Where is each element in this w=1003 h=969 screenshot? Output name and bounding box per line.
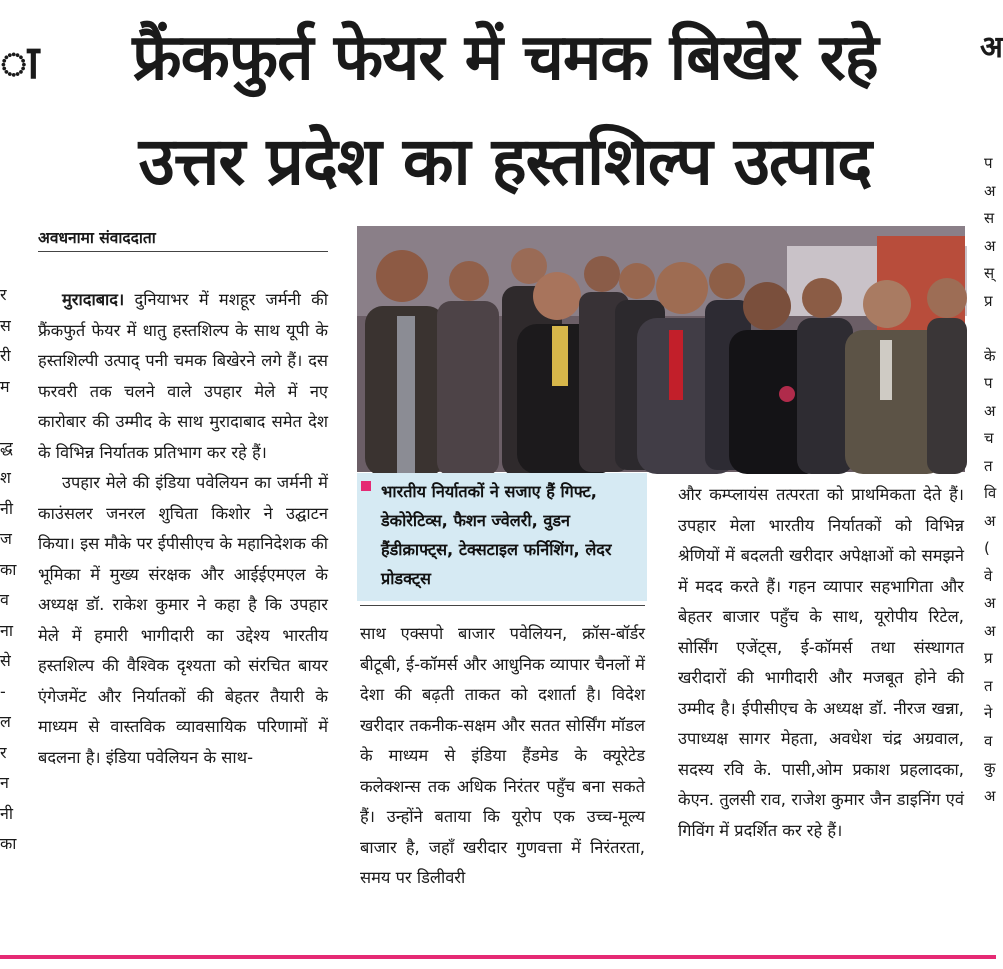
right-edge-line: प	[984, 154, 993, 172]
right-edge-line: अ	[984, 594, 996, 612]
left-edge-line: का	[0, 559, 17, 579]
paragraph-1: दुनियाभर में मशहूर जर्मनी की फ्रैंकफुर्त फेयर में धातु हस्तशिल्प के साथ यूपी के हस्तशिल्पी उत्पाद्‌ पनी चमक बिखेरने लगे हैं। दस फरवरी तक चलने वाले उपहार मेले में नए कारोबार की उम्मीद के साथ मुरादाबाद समेत देश के विभिन्न निर्यातक प्रतिभाग कर रहे हैं।	[38, 290, 328, 462]
article-column-2	[360, 619, 645, 894]
dateline: मुरादाबाद।	[62, 290, 125, 309]
right-edge-line: त	[984, 676, 993, 695]
left-edge-line: री	[0, 346, 11, 365]
caption-rule	[360, 605, 645, 606]
left-edge-line: ना	[0, 620, 14, 640]
right-edge-line: अ	[984, 786, 996, 805]
left-edge-line: ज	[0, 529, 12, 548]
left-edge-line: द्ध	[0, 437, 13, 457]
headline-line-1: फ्रैंकफुर्त फेयर में चमक बिखेर रहे	[132, 21, 878, 95]
paragraph-2: उपहार मेले की इंडिया पवेलियन का जर्मनी में काउंसलर जनरल शुचिता किशोर ने उद्घाटन किया। इस मौके पर ईपीसीएच के महानिदेशक की भूमिका में मुख्य संरक्षक और आईईएमएल के अध्यक्ष डॉ. राकेश कुमार ने कहा है कि उपहार मेले में हमारी भागीदारी का उद्देश्य भारतीय हस्तशिल्प की वैश्विक दृश्यता को संरचित बायर एंगेजमेंट और निर्यातकों की बेहतर तैयारी के माध्यम से वास्तविक व्यावसायिक परिणामों में बदलना है। इंडिया पवेलियन के साथ-	[38, 473, 328, 767]
caption-bullet-icon	[361, 481, 371, 491]
right-edge-line: अ	[984, 181, 996, 200]
left-edge-line: र	[0, 285, 7, 304]
right-edge-line: व	[984, 731, 993, 750]
left-edge-line: -	[0, 681, 6, 701]
photo-caption-box	[357, 473, 647, 601]
article-column-1	[38, 285, 328, 773]
article-column-3	[678, 480, 964, 846]
left-edge-line: ल	[0, 712, 11, 731]
left-edge-line: र	[0, 742, 7, 762]
paragraph-4: और कम्प्लायंस तत्परता को प्राथमिकता देते हैं। उपहार मेला भारतीय निर्यातकों को विभिन्न श्रेणियों में बदलती खरीदार अपेक्षाओं को समझने में मदद करते हैं। गहन व्यापार सहभागिता और बेहतर बाजार पहुँच के साथ, यूरोपीय रिटेल, सोर्सिंग एजेंट्स, ई-कॉमर्स तथा संस्थागत खरीदारों की भागीदारी और मजबूत होने की उम्मीद है। ईपीसीएच के अध्यक्ष डॉ. नीरज खन्ना, उपाध्यक्ष सागर मेहता, अवधेश चंद्र अग्रवाल, सदस्य रवि के. पासी,ओम प्रकाश प्रहलादका, केएन. तुलसी राव, राजेश कुमार जैन डाइनिंग एवं गिविंग में प्रदर्शित कर रहे हैं।	[678, 485, 964, 840]
left-edge-heading-fragment: ा	[0, 35, 40, 89]
right-edge-line: के	[984, 346, 996, 365]
right-edge-column-fragment	[984, 150, 998, 810]
right-edge-line: अ	[984, 401, 996, 420]
byline-rule	[38, 251, 328, 252]
right-edge-line: (	[984, 539, 990, 557]
right-edge-line: प्र	[984, 291, 993, 310]
right-edge-heading-fragment: अ	[980, 30, 1003, 65]
right-edge-line: स	[984, 209, 995, 227]
right-edge-line: प	[984, 374, 993, 392]
left-edge-line: से	[0, 651, 11, 670]
left-edge-line: न	[0, 773, 9, 792]
group-photo-illustration	[357, 226, 965, 472]
left-edge-line: नी	[0, 803, 14, 823]
byline: अवधनामा संवाददाता	[38, 229, 156, 247]
left-edge-line: म	[0, 376, 10, 396]
right-edge-line: ने	[984, 704, 993, 722]
right-edge-line: कु	[984, 759, 996, 777]
right-edge-line: वे	[984, 566, 993, 585]
right-edge-line: त	[984, 456, 993, 475]
right-edge-line	[984, 315, 998, 343]
right-edge-line: प्र	[984, 649, 993, 667]
headline-line-2: उत्तर प्रदेश का हस्तशिल्प उत्पाद	[138, 123, 872, 200]
photo-caption: भारतीय निर्यातकों ने सजाए हैं गिफ्ट, डेकोरेटिव्स, फैशन ज्वेलरी, वुडन हैंडीक्राफ्ट्स, टेक्सटाइल फर्निशिंग, लेदर प्रोडक्ट्स	[381, 482, 612, 588]
left-edge-line: स	[0, 315, 11, 335]
left-edge-line: का	[0, 834, 17, 853]
right-edge-line: अ	[984, 236, 996, 255]
left-edge-line: व	[0, 590, 9, 609]
paragraph-3: साथ एक्सपो बाजार पवेलियन, क्रॉस-बॉर्डर बीटूबी, ई-कॉमर्स और आधुनिक व्यापार चैनलों में देशा की बढ़ती ताकत को दशार्ता है। विदेश खरीदार तकनीक-सक्षम और सतत सोर्सिंग मॉडल के माध्यम से इंडिया हैंडमेड के क्यूरेटेड कलेक्शन्स तक अधिक निरंतर पहुँच बना सकते हैं। उन्होंने बताया कि यूरोप एक उच्च-मूल्य बाजार है, जहाँ खरीदार गुणवत्ता में निरंतरता, समय पर डिलीवरी	[360, 624, 645, 887]
left-edge-line	[0, 402, 16, 433]
right-edge-line: च	[984, 429, 994, 447]
right-edge-line: वि	[984, 484, 997, 502]
right-edge-line: स्	[984, 264, 995, 282]
left-edge-line: नी	[0, 498, 14, 518]
page-bottom-border	[0, 955, 996, 959]
news-photo	[357, 226, 965, 472]
left-edge-column-fragment	[0, 280, 16, 860]
right-edge-line: अ	[984, 621, 996, 640]
right-edge-line: अ	[984, 511, 996, 530]
left-edge-line: श	[0, 468, 11, 487]
